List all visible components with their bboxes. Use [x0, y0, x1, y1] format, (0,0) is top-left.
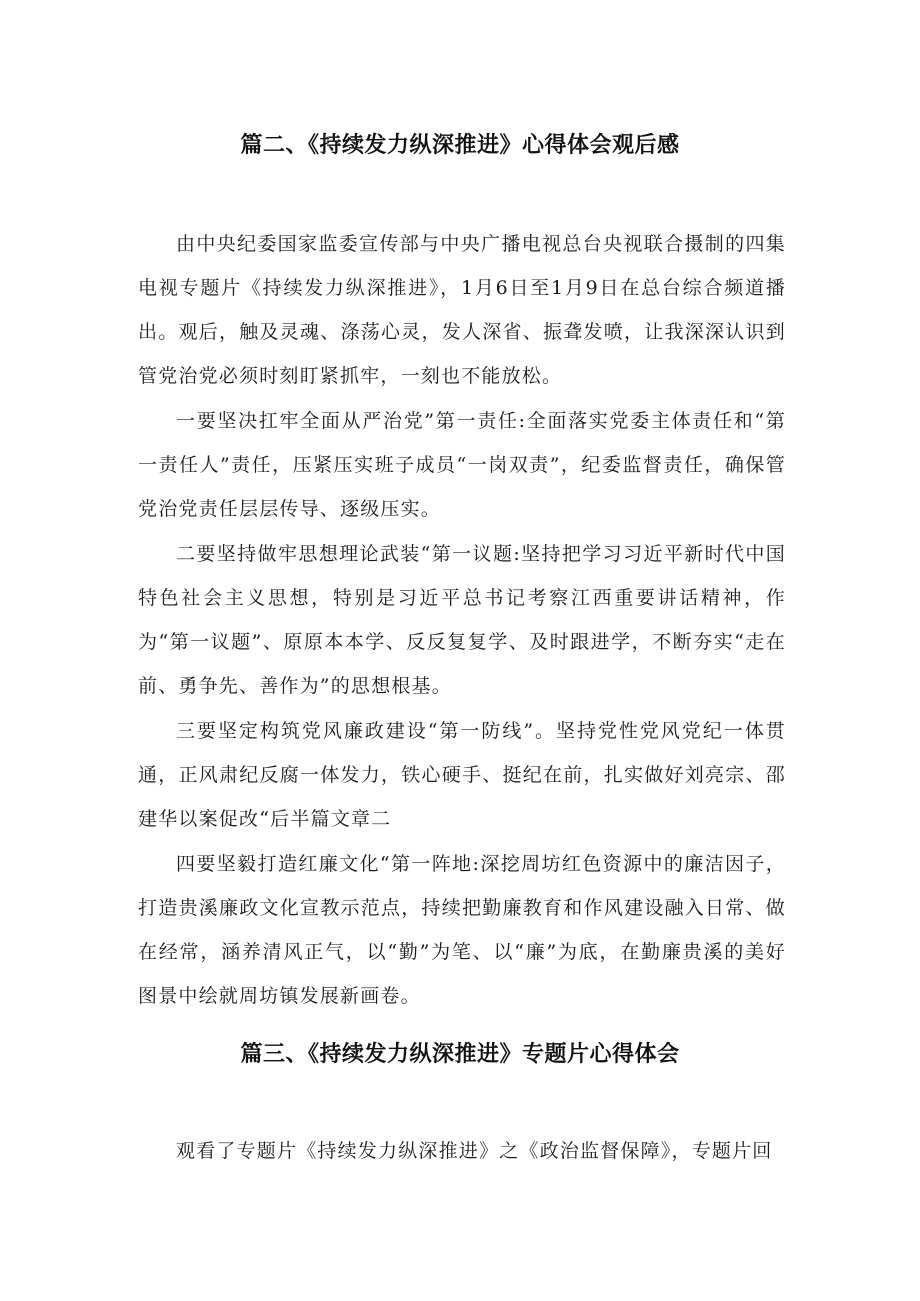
paragraph-point-two: 二要坚持做牢思想理论武装“第一议题:坚持把学习习近平新时代中国特色社会主义思想，特别是习近平总书记考察江西重要讲话精神，作为“第一议题”、原原本本学、反反复复学、及时跟进学，不断夯实“走在前、勇争先、善作为”的思想根基。 [138, 543, 786, 697]
paragraph-intro: 由中央纪委国家监委宣传部与中央广播电视总台央视联合摄制的四集电视专题片《持续发力纵深推进》，1月6日至1月9日在总台综合频道播出。观后，触及灵魂、涤荡心灵，发人深省、振聋发喷，让我深深认识到管党治党必须时刻盯紧抓牢，一刻也不能放松。 [138, 233, 786, 387]
paragraph-point-one: 一要坚决扛牢全面从严治党”第一责任:全面落实党委主体责任和“第一责任人”责任，压紧压实班子成员“一岗双责”，纪委监督责任，确保管党治党责任层层传导、逐级压实。 [138, 410, 786, 520]
paragraph-point-four: 四要坚毅打造红廉文化“第一阵地:深挖周坊红色资源中的廉洁因子，打造贵溪廉政文化宣教示范点，持续把勤廉教育和作风建设融入日常、做在经常，涵养清风正气，以“勤”为笔、以“廉”为底，在勤廉贵溪的美好图景中绘就周坊镇发展新画卷。 [138, 853, 786, 1007]
paragraph-section-three-intro: 观看了专题片《持续发力纵深推进》之《政治监督保障》，专题片回 [176, 1140, 773, 1162]
paragraph-point-three: 三要坚定构筑党风廉政建设“第一防线”。坚持党性党风党纪一体贯通，正风肃纪反腐一体发力，铁心硬手、挺纪在前，扎实做好刘亮宗、邵建华以案促改“后半篇文章二 [138, 720, 786, 830]
section-two-title: 篇二、《持续发力纵深推进》心得体会观后感 [240, 133, 680, 158]
section-three-title: 篇三、《持续发力纵深推进》专题片心得体会 [240, 1042, 680, 1067]
